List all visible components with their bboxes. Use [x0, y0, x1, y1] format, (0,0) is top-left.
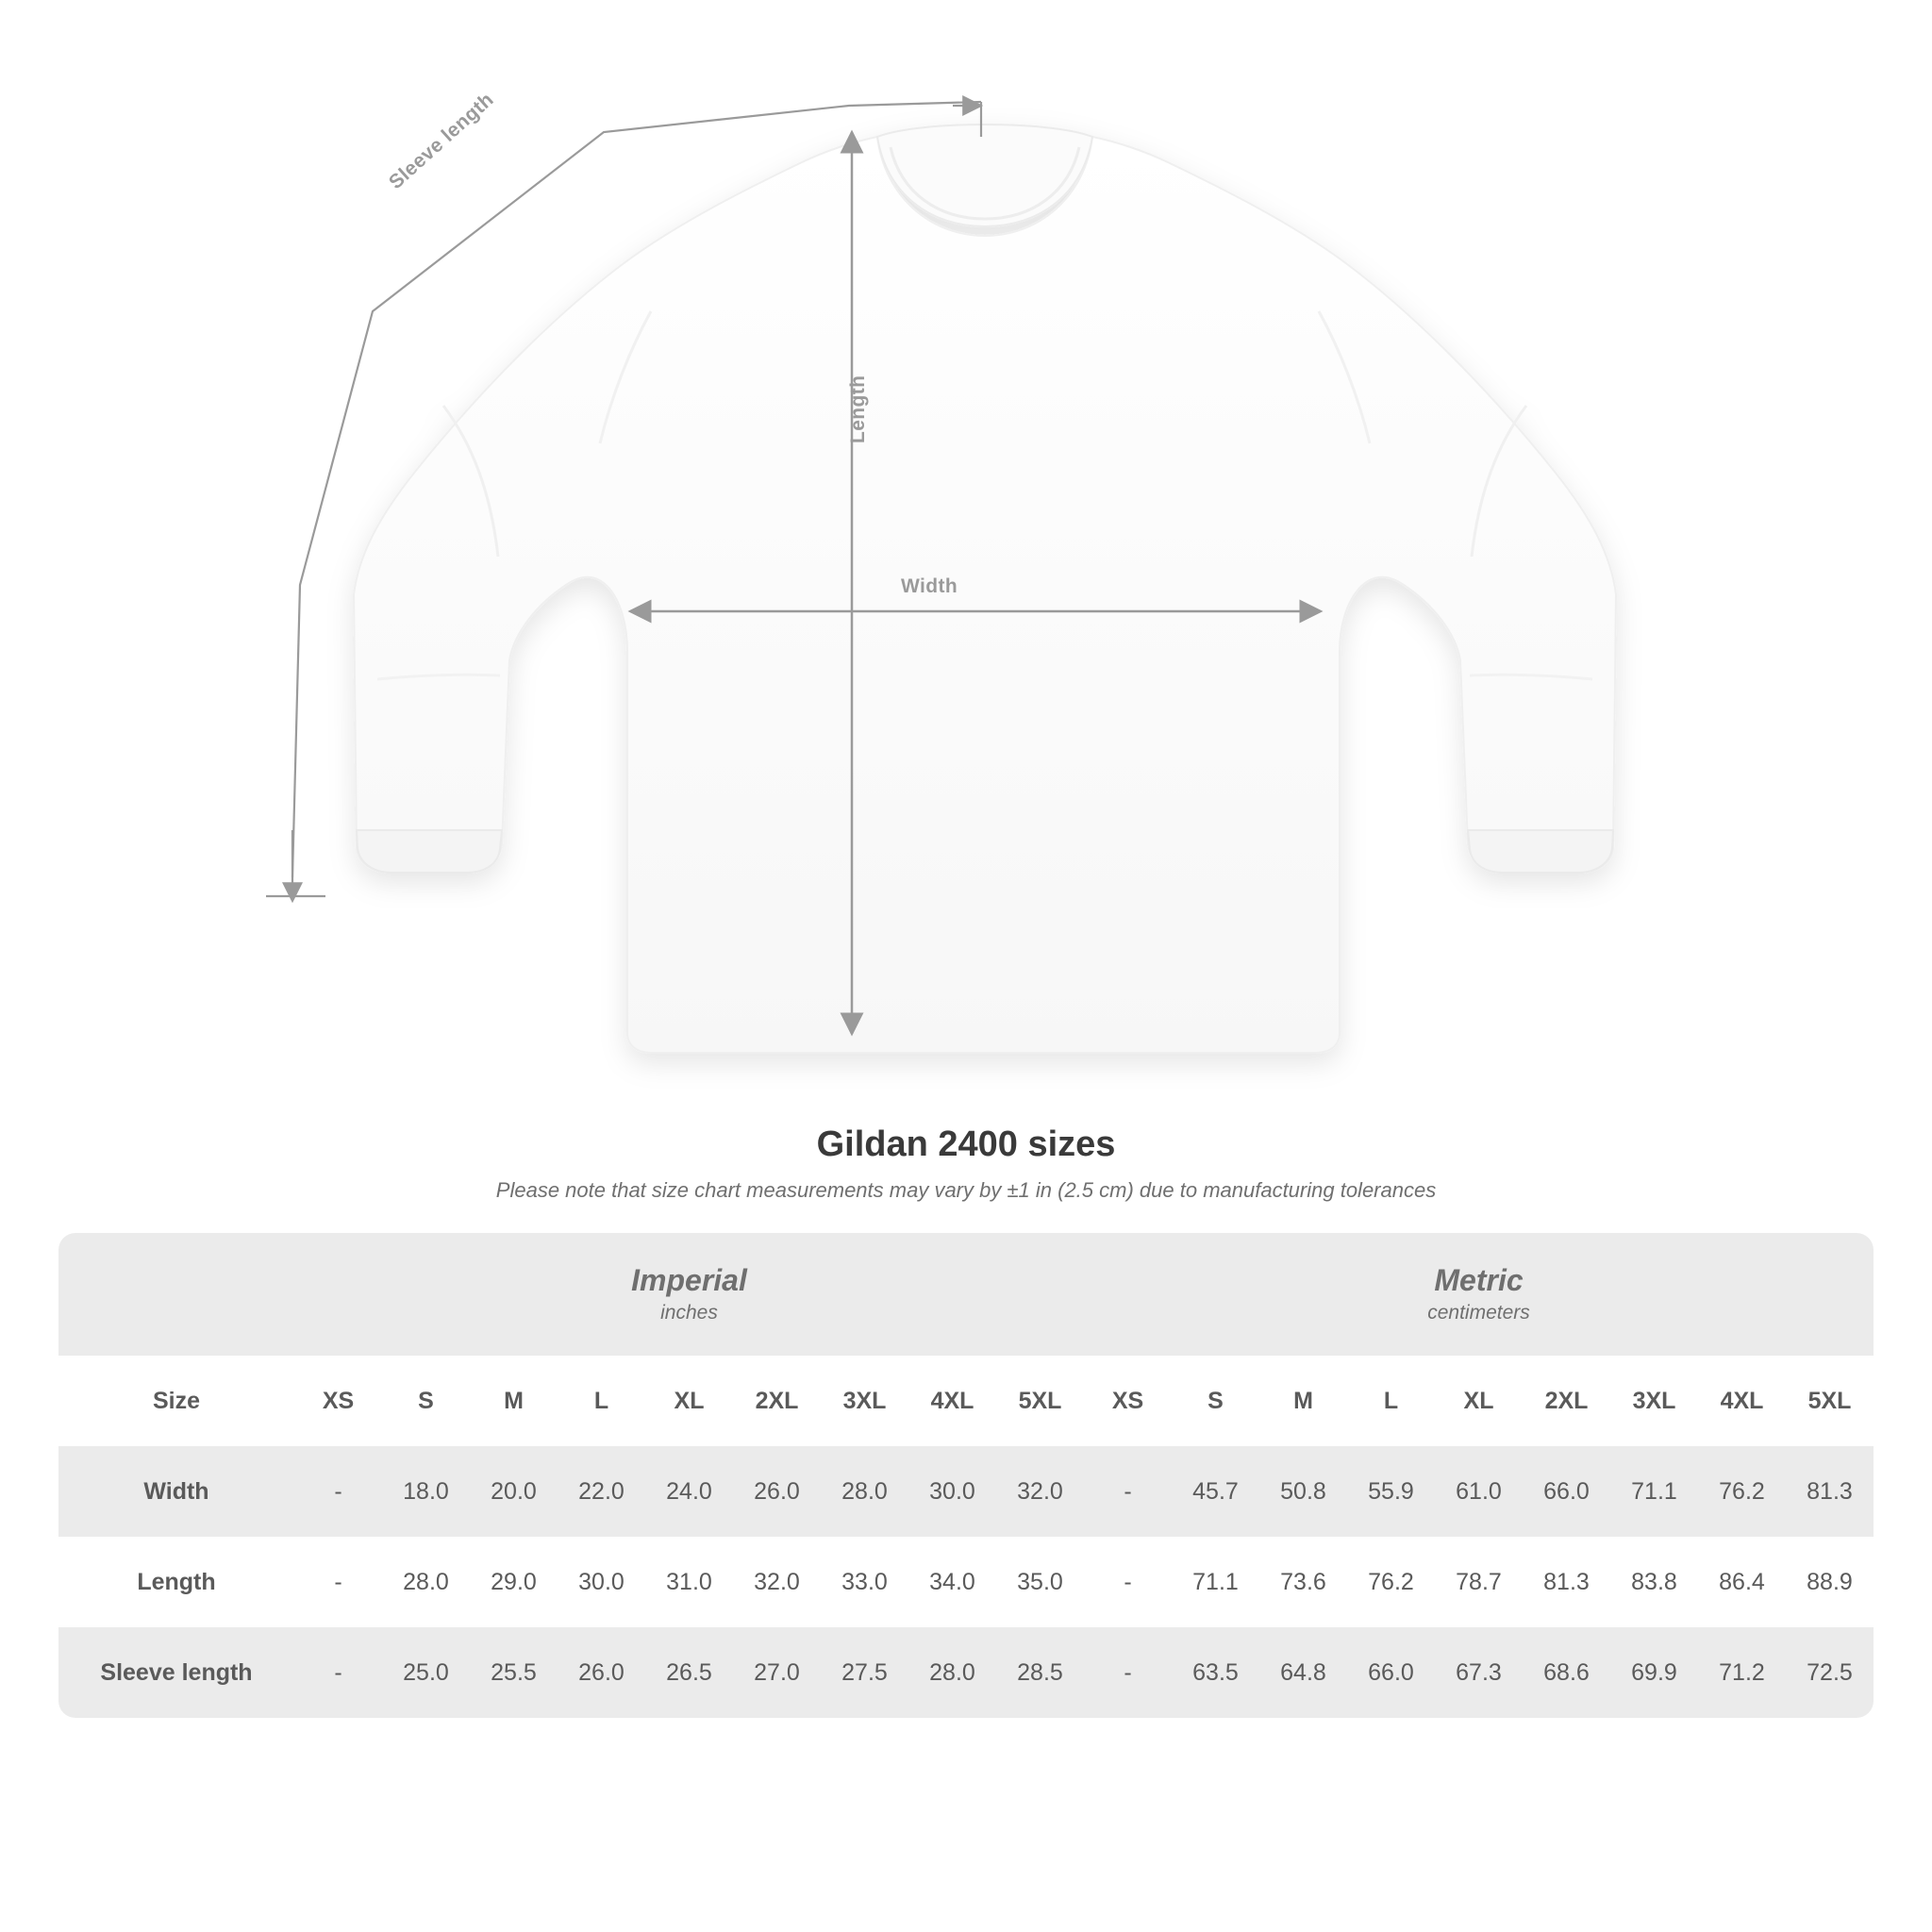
cell-width-metric-s: 45.7 [1172, 1446, 1259, 1537]
cell-width-imperial-2xl: 26.0 [733, 1446, 821, 1537]
cell-length-imperial-xs: - [294, 1537, 382, 1627]
cell-sleeve-length-imperial-l: 26.0 [558, 1627, 645, 1718]
cell-length-imperial-s: 28.0 [382, 1537, 470, 1627]
chart-subtitle: Please note that size chart measurements may vary by ±1 in (2.5 cm) due to manufacturing tolerances [495, 1178, 1437, 1202]
cell-length-metric-m: 73.6 [1259, 1537, 1347, 1627]
cell-sleeve-length-metric-xs: - [1084, 1627, 1172, 1718]
length-dimension-label: Length [847, 375, 869, 443]
row-label-sleeve-length: Sleeve length [58, 1627, 294, 1718]
cell-length-metric-2xl: 81.3 [1523, 1537, 1610, 1627]
cell-width-imperial-l: 22.0 [558, 1446, 645, 1537]
table-row [58, 1537, 1874, 1627]
cell-width-imperial-m: 20.0 [470, 1446, 558, 1537]
cell-sleeve-length-imperial-3xl: 27.5 [821, 1627, 908, 1718]
cell-sleeve-length-imperial-5xl: 28.5 [996, 1627, 1084, 1718]
column-header-metric-s: S [1172, 1356, 1259, 1446]
unit-group-name: Imperial [631, 1263, 747, 1298]
cell-width-imperial-5xl: 32.0 [996, 1446, 1084, 1537]
cell-sleeve-length-metric-2xl: 68.6 [1523, 1627, 1610, 1718]
cell-width-imperial-xs: - [294, 1446, 382, 1537]
table-header-row [58, 1356, 1874, 1446]
cell-width-imperial-s: 18.0 [382, 1446, 470, 1537]
cell-sleeve-length-metric-5xl: 72.5 [1786, 1627, 1874, 1718]
cell-sleeve-length-metric-xl: 67.3 [1435, 1627, 1523, 1718]
cell-length-metric-3xl: 83.8 [1610, 1537, 1698, 1627]
column-header-imperial-3xl: 3XL [821, 1356, 908, 1446]
table-row [58, 1627, 1874, 1718]
cell-length-metric-s: 71.1 [1172, 1537, 1259, 1627]
cell-sleeve-length-metric-4xl: 71.2 [1698, 1627, 1786, 1718]
cell-width-metric-3xl: 71.1 [1610, 1446, 1698, 1537]
column-header-metric-5xl: 5XL [1786, 1356, 1874, 1446]
cell-width-metric-xs: - [1084, 1446, 1172, 1537]
unit-group-name: Metric [1434, 1263, 1524, 1298]
column-header-metric-xl: XL [1435, 1356, 1523, 1446]
cell-width-metric-m: 50.8 [1259, 1446, 1347, 1537]
cell-width-metric-xl: 61.0 [1435, 1446, 1523, 1537]
width-dimension-label: Width [901, 575, 958, 597]
cell-length-imperial-m: 29.0 [470, 1537, 558, 1627]
cell-length-imperial-xl: 31.0 [645, 1537, 733, 1627]
column-header-imperial-2xl: 2XL [733, 1356, 821, 1446]
cell-width-metric-2xl: 66.0 [1523, 1446, 1610, 1537]
cell-sleeve-length-imperial-m: 25.5 [470, 1627, 558, 1718]
cell-width-metric-4xl: 76.2 [1698, 1446, 1786, 1537]
title-block [0, 1124, 1932, 1203]
cell-sleeve-length-metric-3xl: 69.9 [1610, 1627, 1698, 1718]
column-header-metric-xs: XS [1084, 1356, 1172, 1446]
unit-group-sub: centimeters [1427, 1302, 1530, 1324]
row-label-width: Width [58, 1446, 294, 1537]
cell-sleeve-length-metric-s: 63.5 [1172, 1627, 1259, 1718]
cell-sleeve-length-metric-m: 64.8 [1259, 1627, 1347, 1718]
cell-sleeve-length-imperial-4xl: 28.0 [908, 1627, 996, 1718]
column-header-metric-4xl: 4XL [1698, 1356, 1786, 1446]
column-header-imperial-s: S [382, 1356, 470, 1446]
sleeve-length-dimension-label: Sleeve length [385, 88, 498, 194]
cell-length-metric-xl: 78.7 [1435, 1537, 1523, 1627]
row-label-length: Length [58, 1537, 294, 1627]
column-header-metric-l: L [1347, 1356, 1435, 1446]
cell-sleeve-length-metric-l: 66.0 [1347, 1627, 1435, 1718]
cell-width-imperial-3xl: 28.0 [821, 1446, 908, 1537]
size-chart-table-wrapper [58, 1233, 1874, 1718]
cell-length-imperial-2xl: 32.0 [733, 1537, 821, 1627]
chart-title: Gildan 2400 sizes [816, 1124, 1116, 1164]
unit-group-row [58, 1233, 1874, 1356]
cell-width-imperial-4xl: 30.0 [908, 1446, 996, 1537]
cell-sleeve-length-imperial-s: 25.0 [382, 1627, 470, 1718]
unit-row-spacer [58, 1233, 294, 1356]
size-chart-table [58, 1233, 1874, 1718]
cell-sleeve-length-imperial-2xl: 27.0 [733, 1627, 821, 1718]
cell-width-imperial-xl: 24.0 [645, 1446, 733, 1537]
cell-width-metric-l: 55.9 [1347, 1446, 1435, 1537]
column-header-imperial-xs: XS [294, 1356, 382, 1446]
cell-sleeve-length-imperial-xs: - [294, 1627, 382, 1718]
cell-length-imperial-3xl: 33.0 [821, 1537, 908, 1627]
column-header-metric-m: M [1259, 1356, 1347, 1446]
cell-width-metric-5xl: 81.3 [1786, 1446, 1874, 1537]
cell-length-imperial-4xl: 34.0 [908, 1537, 996, 1627]
cell-length-metric-l: 76.2 [1347, 1537, 1435, 1627]
column-header-metric-3xl: 3XL [1610, 1356, 1698, 1446]
cell-length-metric-4xl: 86.4 [1698, 1537, 1786, 1627]
column-header-imperial-l: L [558, 1356, 645, 1446]
column-header-imperial-5xl: 5XL [996, 1356, 1084, 1446]
shirt-shape [354, 125, 1616, 1053]
table-row [58, 1446, 1874, 1537]
column-header-imperial-xl: XL [645, 1356, 733, 1446]
cell-length-imperial-5xl: 35.0 [996, 1537, 1084, 1627]
unit-group-imperial [294, 1233, 1084, 1356]
column-header-imperial-m: M [470, 1356, 558, 1446]
cell-length-metric-xs: - [1084, 1537, 1172, 1627]
cell-sleeve-length-imperial-xl: 26.5 [645, 1627, 733, 1718]
column-header-metric-2xl: 2XL [1523, 1356, 1610, 1446]
cell-length-imperial-l: 30.0 [558, 1537, 645, 1627]
column-header-imperial-4xl: 4XL [908, 1356, 996, 1446]
column-header-size: Size [58, 1356, 294, 1446]
cell-length-metric-5xl: 88.9 [1786, 1537, 1874, 1627]
unit-group-metric [1084, 1233, 1874, 1356]
unit-group-sub: inches [660, 1302, 718, 1324]
